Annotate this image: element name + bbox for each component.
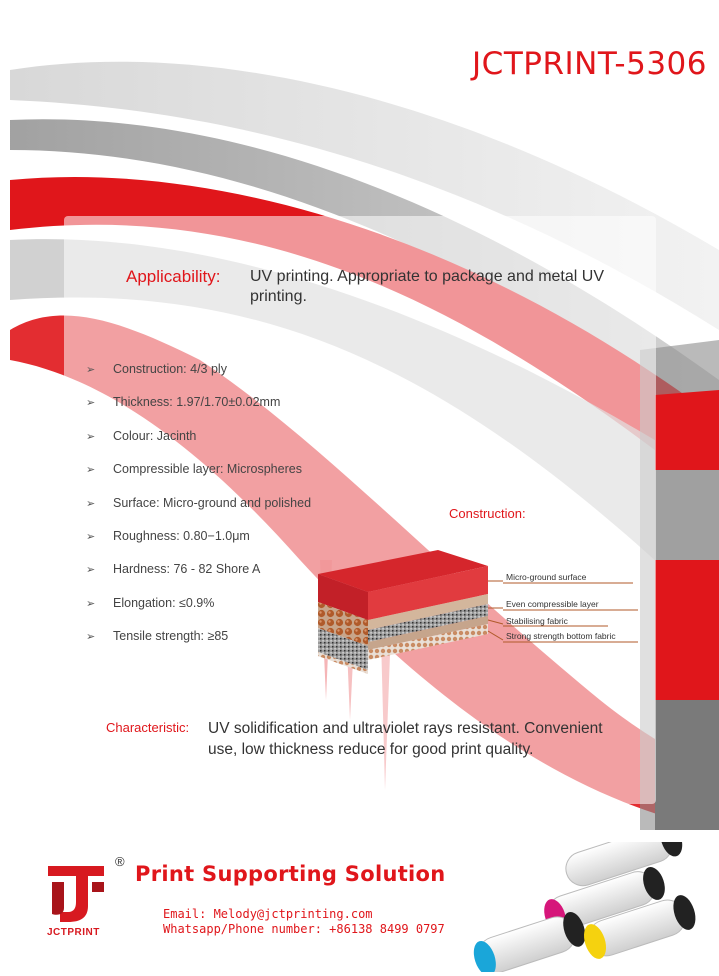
jct-logo-icon (44, 860, 108, 924)
spec-item (86, 629, 311, 662)
spec-item (86, 362, 311, 395)
spec-text: Thickness: 1.97/1.70±0.02mm (113, 395, 281, 410)
spec-text: Roughness: 0.80−1.0μm (113, 528, 250, 543)
spec-item (86, 562, 311, 595)
layer-label: Even compressible layer (506, 599, 599, 609)
spec-text: Colour: Jacinth (113, 428, 197, 443)
applicability-label: Applicability: (126, 267, 221, 286)
spec-item (86, 529, 311, 562)
spec-text: Surface: Micro-ground and polished (113, 495, 312, 510)
applicability-text: UV printing. Appropriate to package and metal UV printing. (250, 268, 604, 305)
spec-list (86, 362, 311, 663)
spec-text: Elongation: ≤0.9% (113, 595, 215, 610)
spec-text: Compressible layer: Microspheres (113, 462, 302, 477)
bullet-arrow-icon: ➢ (86, 564, 96, 577)
spec-item (86, 462, 311, 495)
spec-item (86, 496, 311, 529)
contact-email: Email: Melody@jctprinting.com (163, 907, 373, 921)
bullet-arrow-icon: ➢ (86, 397, 96, 410)
bullet-arrow-icon: ➢ (86, 364, 96, 376)
construction-label: Construction: (449, 506, 526, 521)
characteristic-label: Characteristic: (106, 720, 190, 735)
contact-phone: Whatsapp/Phone number: +86138 8499 0797 (163, 922, 445, 936)
bullet-arrow-icon: ➢ (86, 430, 96, 443)
page-title: JCTPRINT-5306 (472, 46, 707, 82)
bullet-arrow-icon: ➢ (86, 597, 96, 610)
layer-label: Strong strength bottom fabric (506, 631, 616, 641)
characteristic-section (106, 718, 666, 760)
characteristic-text: UV solidification and ultraviolet rays resistant. Convenient use, low thickness reduce for good print quality. (208, 720, 603, 758)
spec-item (86, 596, 311, 629)
bullet-arrow-icon: ➢ (86, 530, 96, 543)
spec-item (86, 429, 311, 462)
bullet-arrow-icon: ➢ (86, 631, 96, 644)
spec-text: Construction: 4/3 ply (113, 362, 227, 376)
layer-label: Stabilising fabric (506, 616, 568, 626)
layer-label: Micro-ground surface (506, 572, 587, 582)
spec-text: Tensile strength: ≥85 (113, 629, 229, 644)
tagline: Print Supporting Solution (135, 862, 446, 886)
bullet-arrow-icon: ➢ (86, 497, 96, 510)
print-rollers-icon (458, 842, 718, 972)
applicability-section (126, 267, 646, 307)
blanket-layers-diagram (308, 546, 648, 676)
spec-text: Hardness: 76 - 82 Shore A (113, 562, 261, 577)
registered-mark: ® (115, 854, 125, 869)
spec-item (86, 395, 311, 428)
brand-name: JCTPRINT (47, 927, 100, 938)
bullet-arrow-icon: ➢ (86, 464, 96, 477)
